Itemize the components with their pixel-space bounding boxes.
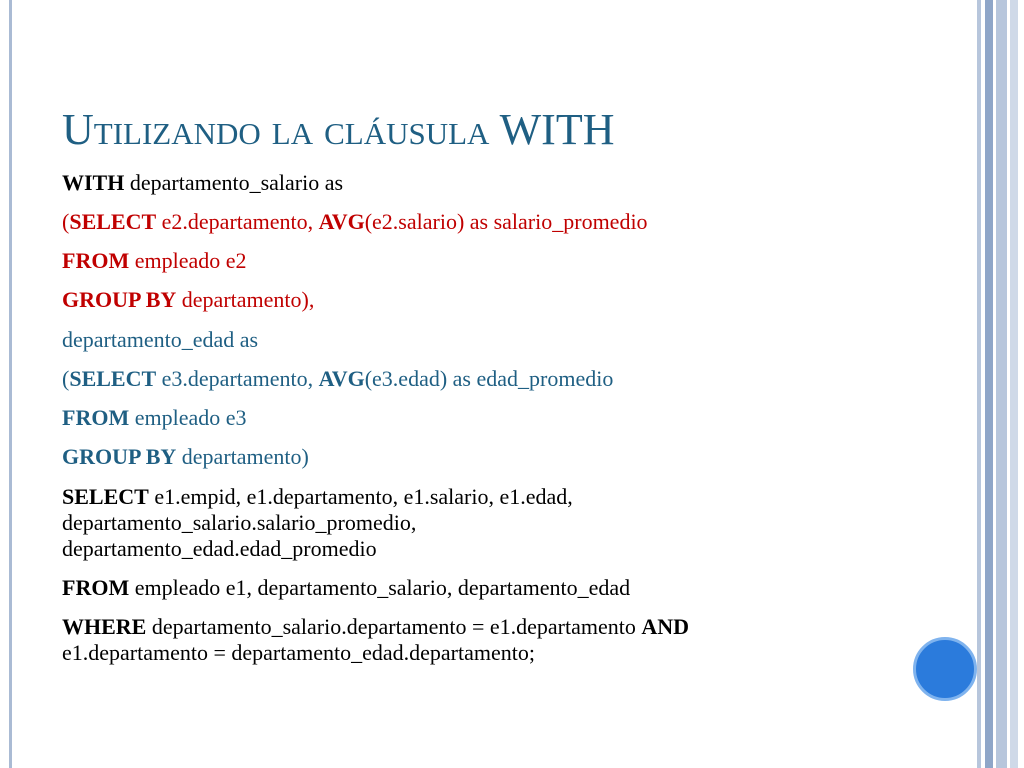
code-text: e2.departamento, [156,209,319,234]
code-line-from-e2 [62,248,247,274]
sql-keyword: FROM [62,575,130,600]
slide-title: Utilizando la cláusula WITH [62,105,615,154]
code-text: empleado e3 [129,405,247,430]
right-decor-stripe [996,0,1007,768]
code-line-from-e1 [62,575,630,601]
sql-keyword: FROM [62,405,130,430]
code-line-from-e3 [62,405,247,431]
decorative-circle [913,637,977,701]
code-line-where [62,614,689,640]
sql-keyword: FROM [62,248,130,273]
code-text: e1.departamento = departamento_edad.departamento; [62,640,535,665]
code-text: departamento_salario as [124,170,344,195]
right-decor-stripe [1010,0,1018,768]
code-text: ( [62,209,70,234]
sql-keyword: WITH [62,170,125,195]
code-text: departamento_salario.departamento = e1.departamento [146,614,642,639]
code-line-select-e3 [62,366,613,392]
sql-keyword: SELECT [69,366,157,391]
code-text: empleado e2 [129,248,247,273]
code-text: empleado e1, departamento_salario, departamento_edad [129,575,631,600]
code-text: departamento) [176,444,309,469]
code-text: (e3.edad) as edad_promedio [364,366,614,391]
code-line-select-e1-cont2 [62,536,377,562]
code-line-where-cont [62,640,535,666]
code-text: e3.departamento, [156,366,319,391]
code-line-select-e2 [62,209,648,235]
code-text: departamento_edad.edad_promedio [62,536,377,561]
code-text: ( [62,366,70,391]
right-decor-stripe [977,0,981,768]
code-text: e1.empid, e1.departamento, e1.salario, e1.edad, [148,484,573,509]
code-line-departamento-edad [62,327,258,353]
code-line-with [62,170,343,196]
sql-keyword: GROUP BY [62,444,177,469]
left-border-line [9,0,12,768]
code-line-groupby-2 [62,444,309,470]
code-text: departamento_edad as [62,327,259,352]
code-line-groupby-1 [62,287,314,313]
sql-keyword: SELECT [69,209,157,234]
right-decor-stripe [985,0,993,768]
sql-keyword: WHERE [62,614,147,639]
sql-keyword: AVG [318,209,365,234]
code-text: (e2.salario) as salario_promedio [364,209,648,234]
code-line-select-e1-cont [62,510,416,536]
code-line-select-e1 [62,484,573,510]
sql-keyword: GROUP BY [62,287,177,312]
sql-keyword: AND [641,614,690,639]
code-text: departamento_salario.salario_promedio, [62,510,417,535]
sql-keyword: SELECT [62,484,149,509]
code-text: departamento), [176,287,315,312]
sql-keyword: AVG [318,366,365,391]
